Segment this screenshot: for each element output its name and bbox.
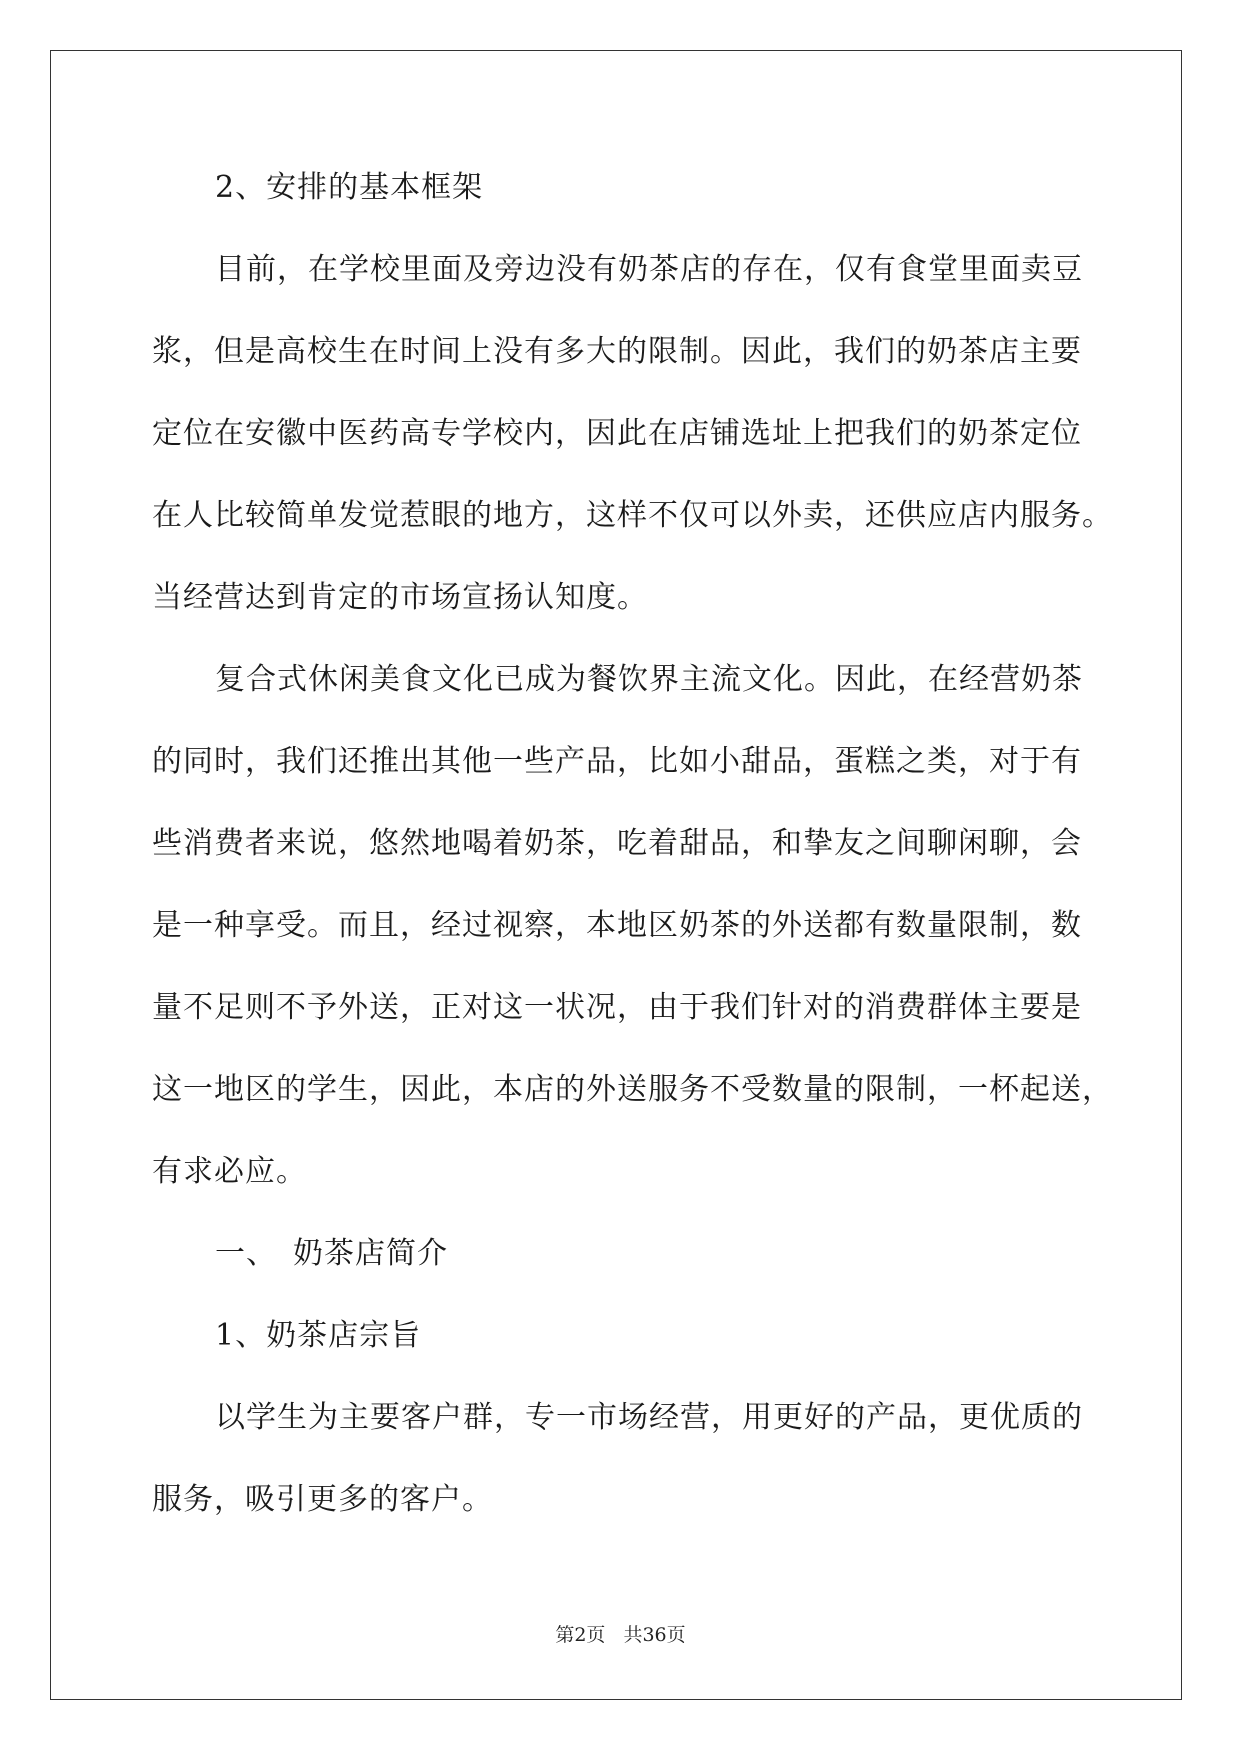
paragraph-line: 服务，吸引更多的客户。	[152, 1482, 493, 1517]
paragraph-line: 是一种享受。而且，经过视察，本地区奶茶的外送都有数量限制，数	[152, 908, 1082, 943]
paragraph-line: 有求必应。	[152, 1154, 307, 1189]
paragraph-line: 量不足则不予外送，正对这一状况，由于我们针对的消费群体主要是	[152, 990, 1082, 1025]
subsection-heading: 1、奶茶店宗旨	[215, 1318, 422, 1353]
paragraph-line: 些消费者来说，悠然地喝着奶茶，吃着甜品，和挚友之间聊闲聊，会	[152, 826, 1082, 861]
section-heading: 2、安排的基本框架	[215, 170, 484, 205]
paragraph-line: 当经营达到肯定的市场宣扬认知度。	[152, 580, 648, 615]
paragraph-line: 浆，但是高校生在时间上没有多大的限制。因此，我们的奶茶店主要	[152, 334, 1082, 369]
page-footer	[0, 1620, 1241, 1647]
paragraph-line: 以学生为主要客户群，专一市场经营，用更好的产品，更优质的	[215, 1400, 1083, 1435]
section-heading: 一、 奶茶店简介	[215, 1236, 448, 1271]
page-total: 共36页	[623, 1624, 686, 1646]
paragraph-line: 定位在安徽中医药高专学校内，因此在店铺选址上把我们的奶茶定位	[152, 416, 1082, 451]
paragraph-line: 这一地区的学生，因此，本店的外送服务不受数量的限制，一杯起送，	[152, 1072, 1113, 1107]
paragraph-line: 复合式休闲美食文化已成为餐饮界主流文化。因此，在经营奶茶	[215, 662, 1083, 697]
paragraph-line: 目前，在学校里面及旁边没有奶茶店的存在，仅有食堂里面卖豆	[215, 252, 1083, 287]
page-number: 第2页	[555, 1624, 606, 1646]
paragraph-line: 在人比较简单发觉惹眼的地方，这样不仅可以外卖，还供应店内服务。	[152, 498, 1113, 533]
paragraph-line: 的同时，我们还推出其他一些产品，比如小甜品，蛋糕之类，对于有	[152, 744, 1082, 779]
document-body	[152, 158, 1113, 1552]
